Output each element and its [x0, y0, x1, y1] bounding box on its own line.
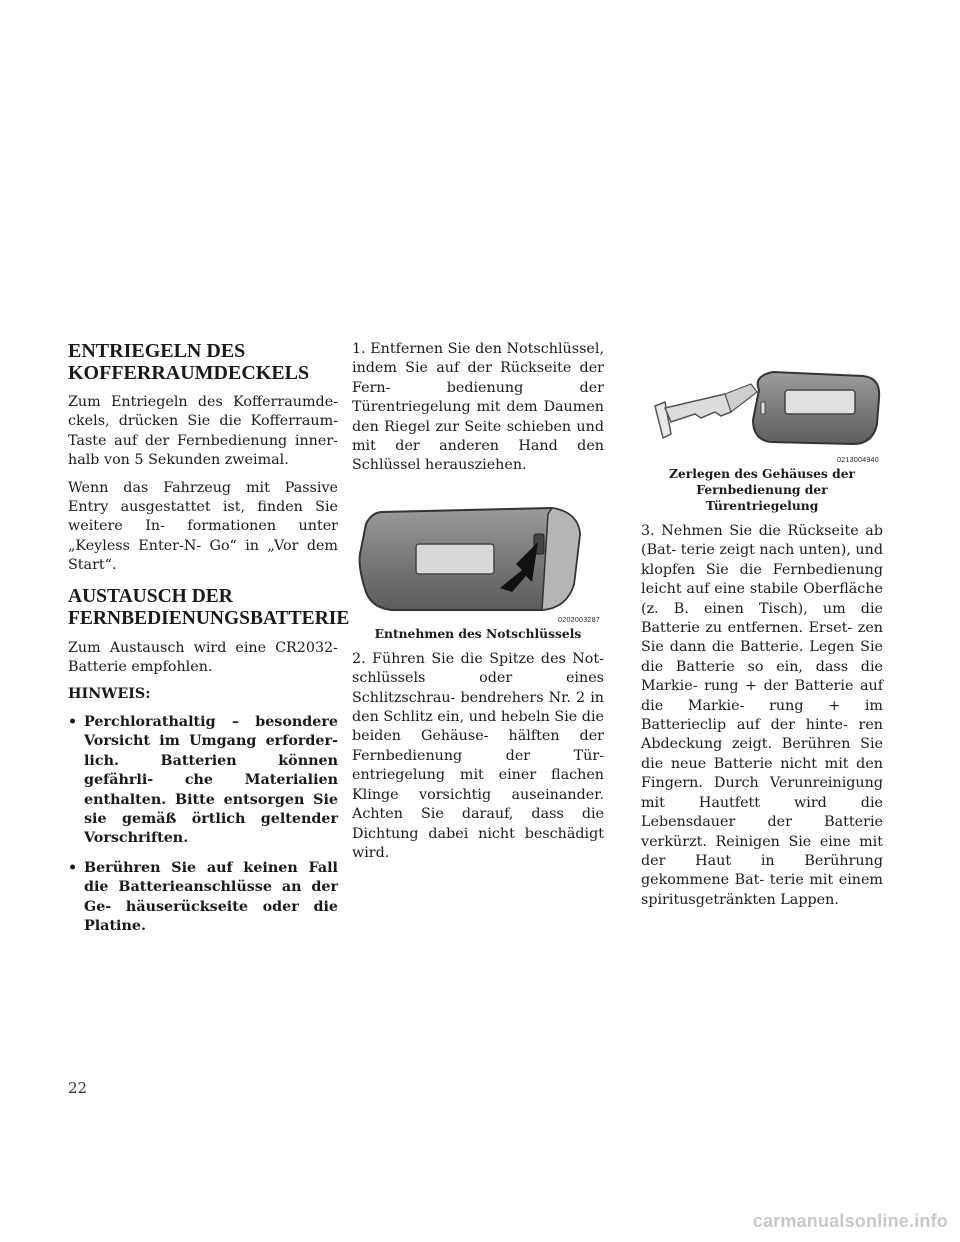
- battery-recommend-paragraph: Zum Austausch wird eine CR2032- Batterie empfohlen.: [68, 639, 338, 676]
- page-number: 22: [68, 1079, 88, 1097]
- passive-entry-paragraph: Wenn das Fahrzeug mit Passive Entry ausgestattet ist, finden Sie weitere In- formationen unter „Keyless Enter-N- Go“ in „Vor dem Start“.: [68, 479, 338, 574]
- trunk-release-paragraph: Zum Entriegeln des Kofferraumde- ckels, drücken Sie die Kofferraum- Taste auf der Fernbedienung inner- halb von 5 Sekunden zweimal.: [68, 394, 338, 469]
- figure-1-caption: Entnehmen des Notschlüssels: [374, 625, 582, 641]
- figure-2-code: 0213004940: [837, 457, 879, 464]
- note-bullet-terminals: • Berühren Sie auf keinen Fall die Batterieanschlüsse an der Ge- häuserückseite oder die Platine.: [68, 859, 338, 937]
- note-label: HINWEIS:: [68, 686, 151, 703]
- step-3-paragraph: 3. Nehmen Sie die Rückseite ab (Bat- terie zeigt nach unten), und klopfen Sie die Fernbedienung leicht auf eine stabile Oberfläche (z. B. einen Tisch), um die Batterie zu entfernen. Erset- zen Sie dann die Batterie. Legen Sie die Batterie so ein, dass die Markie- rung + der Batterie auf die Markie- rung + im Batterieclip auf der hinte- ren Abdeckung zeigt. Berühren Sie die neue Batterie nicht mit den Fingern. Durch Verunreinigung mit Hautfett wird die Lebensdauer der Batterie verkürzt. Reinigen Sie eine mit der Haut in Berührung gekommene Bat- terie mit einem spiritusgetränkten Lappen.: [641, 523, 883, 908]
- key-fob-illustration: [352, 484, 604, 626]
- column-right: [641, 358, 883, 918]
- note-bullet-perchlorate: • Perchlorathaltig – besondere Vorsicht im Umgang erforder- lich. Batterien können gefährli- che Materialien enthalten. Bitte entsorgen Sie sie gemäß örtlich geltender Vorschriften.: [68, 713, 338, 849]
- heading-trunk-release: ENTRIEGELN DES KOFFERRAUMDECKELS: [68, 340, 310, 384]
- figure-remove-emergency-key: [352, 484, 604, 626]
- column-left: [68, 340, 350, 946]
- step-2-paragraph: 2. Führen Sie die Spitze des Not- schlüssels oder eines Schlitzschrau- bendrehers Nr. 2 in den Schlitz ein, und hebeln Sie die beiden Gehäuse- hälften der Fernbedienung der Tür- entriegelung mit einer flachen Klinge vorsichtig auseinander. Achten Sie darauf, dass die Dichtung dabei nicht beschädigt wird.: [352, 650, 604, 861]
- note-bullet-list: [68, 713, 338, 936]
- step-1-paragraph: 1. Entfernen Sie den Notschlüssel, indem Sie auf der Rückseite der Fern- bedienung der Türentriegelung mit dem Daumen den Riegel zur Seite schieben und mit der anderen Hand den Schlüssel herausziehen.: [352, 341, 604, 474]
- figure-disassemble-housing: [641, 362, 883, 466]
- watermark-text: carmanualsonline.info: [752, 1211, 948, 1231]
- column-middle: [352, 340, 604, 871]
- figure-2-caption: Zerlegen des Gehäuses der Fernbedienung der Türentriegelung: [668, 466, 856, 513]
- fob-and-key-illustration: [641, 362, 883, 466]
- figure-1-code: 0202003287: [558, 616, 600, 624]
- heading-battery-replacement: AUSTAUSCH DER FERNBEDIENUNGSBATTERIE: [68, 585, 350, 629]
